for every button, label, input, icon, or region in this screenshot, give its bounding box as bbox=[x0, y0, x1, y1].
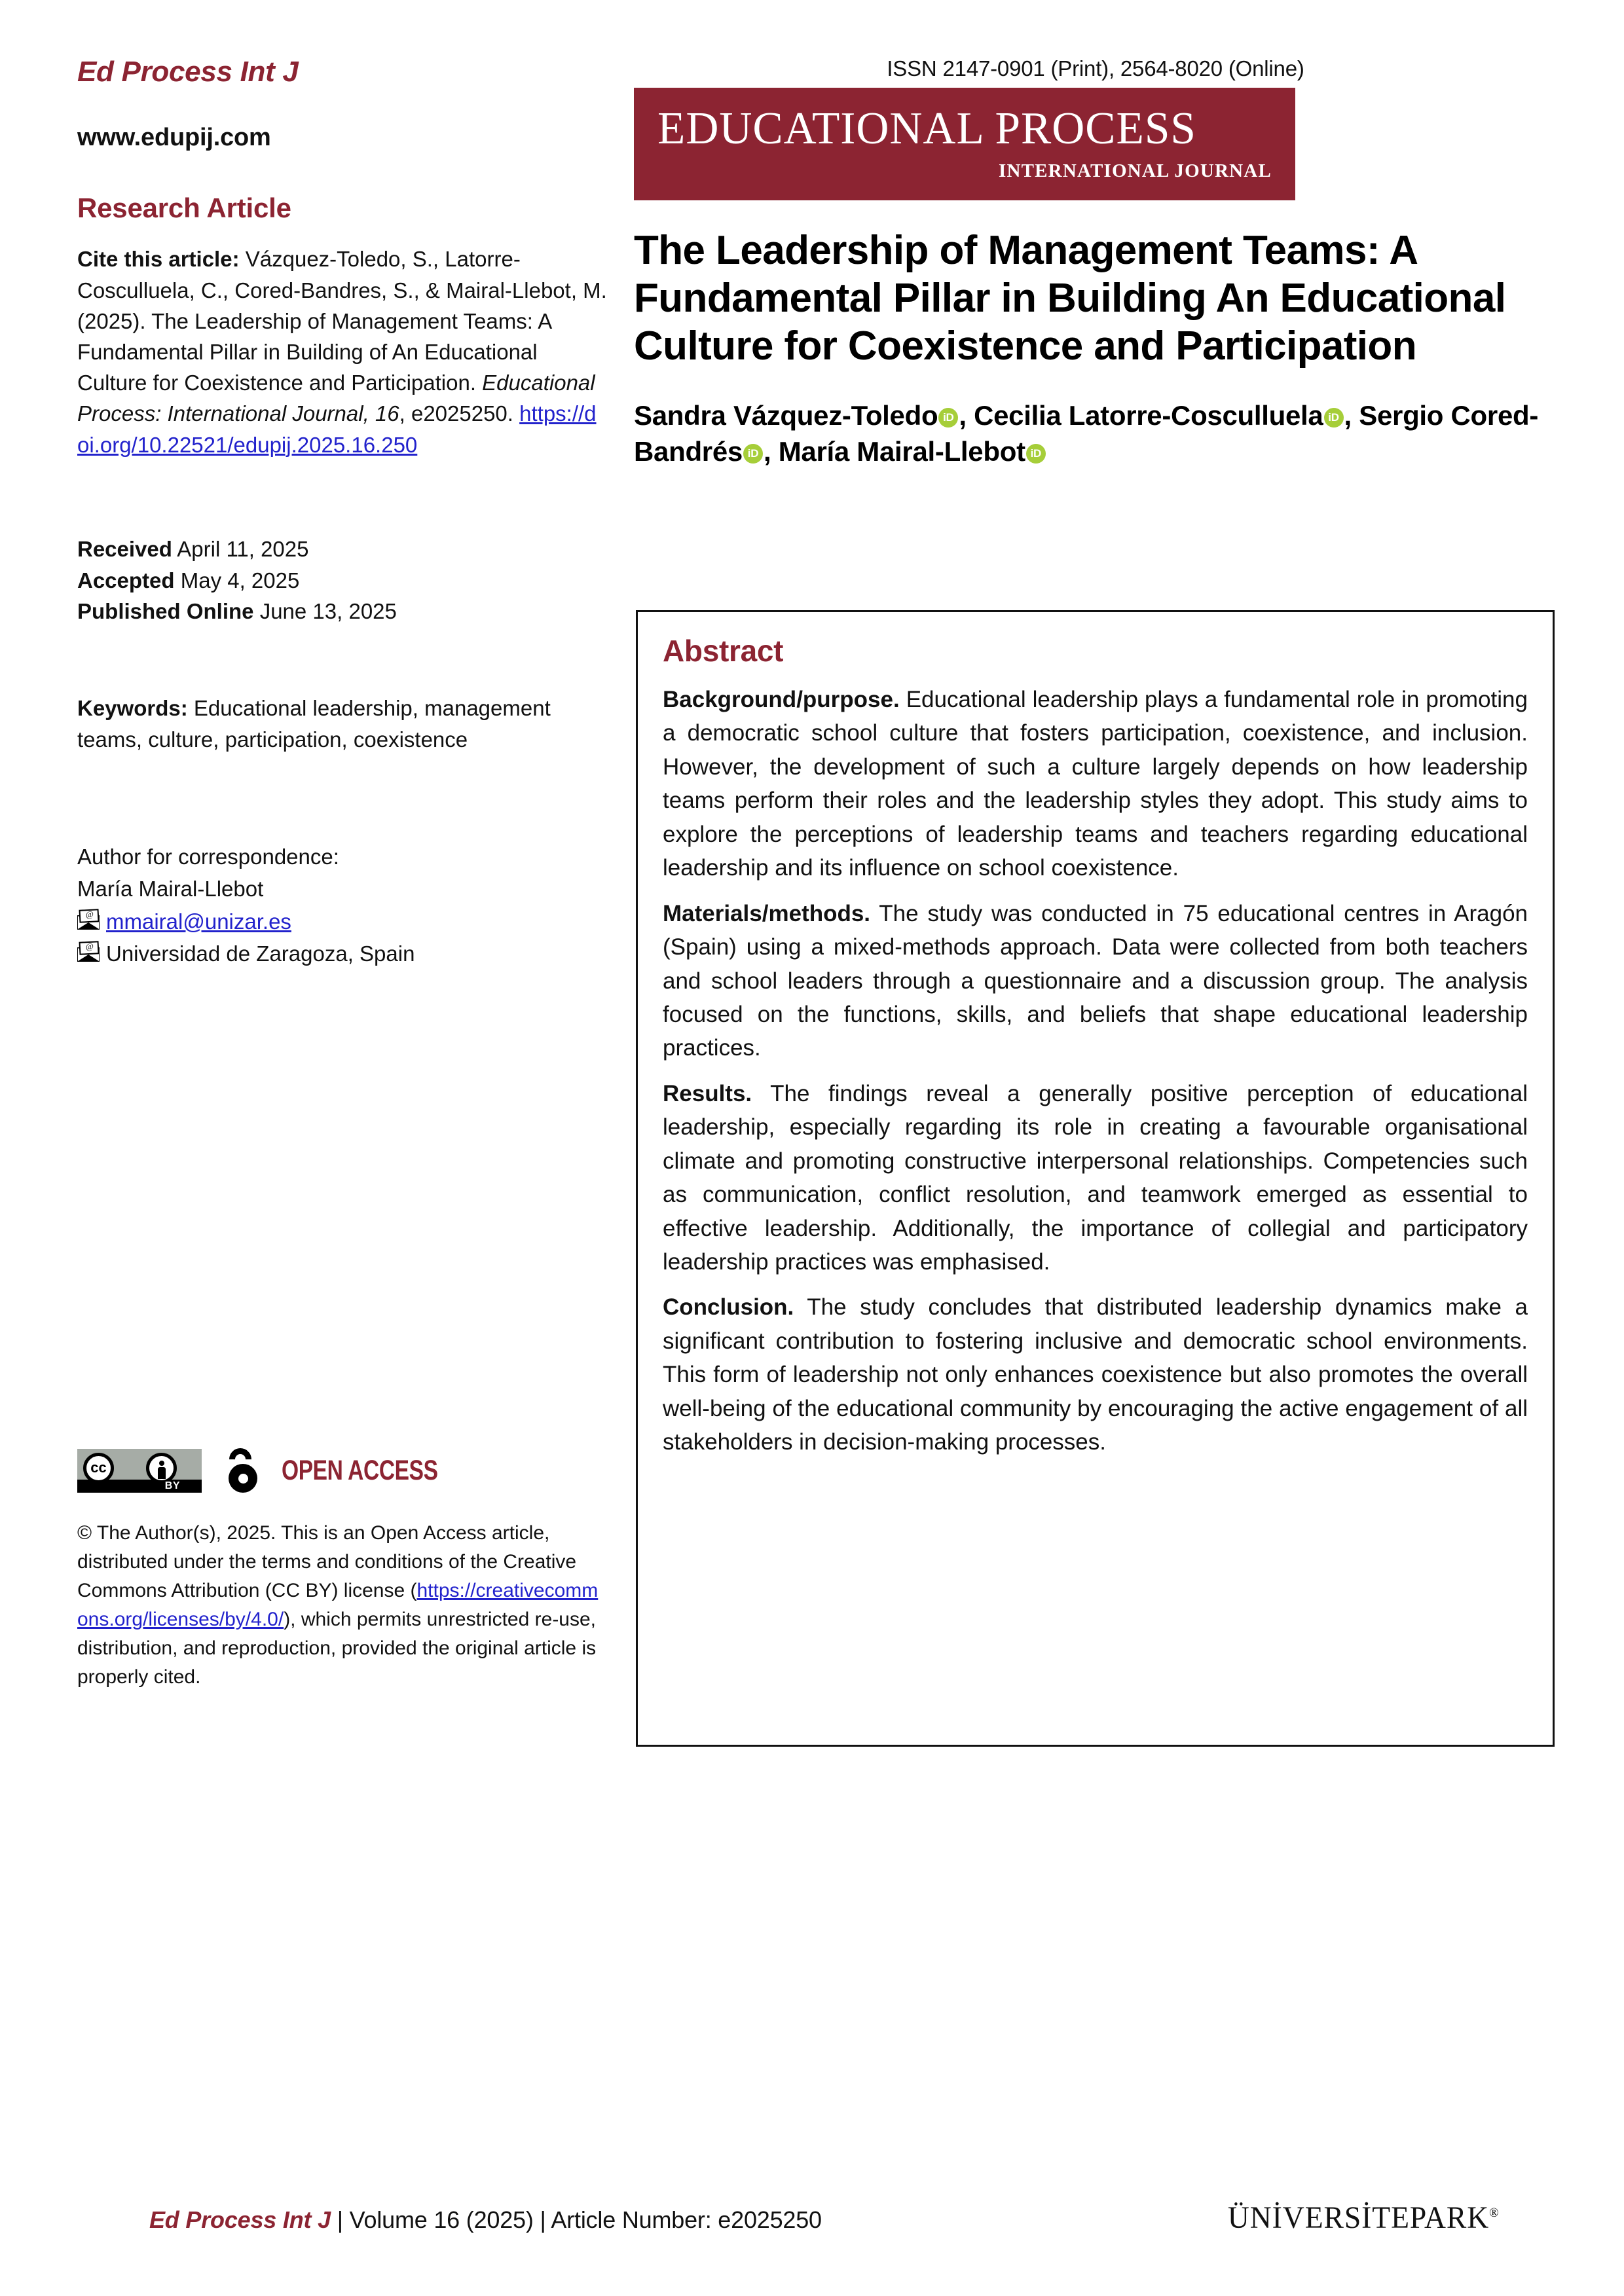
open-access-badge-row bbox=[77, 1448, 482, 1493]
creative-commons-by-icon bbox=[77, 1449, 202, 1493]
license-text-part2: ), which permits unrestricted re-use, distribution, and reproduction, provided the original article is properly cited. bbox=[77, 1609, 597, 1688]
right-article-column bbox=[634, 56, 1557, 470]
published-online-label: Published Online bbox=[77, 599, 254, 624]
page-title: The Leadership of Management Teams: A Fundamental Pillar in Building An Educational Culture for Coexistence and Participation bbox=[634, 228, 1506, 369]
abstract-paragraph-background bbox=[663, 683, 1528, 885]
cc-badge-by-text: BY bbox=[164, 1480, 180, 1491]
abstract-text-methods: The study was conducted in 75 educational centres in Aragón (Spain) using a mixed-methods approach. Data were collected from both teachers and school leaders through a questionnaire and a discussion group. The analysis focused on the functions, skills, and beliefs that shape educational leadership practices. bbox=[663, 900, 1528, 1061]
citation-text-part2: , e2025250. bbox=[399, 401, 520, 426]
abstract-paragraph-conclusion bbox=[663, 1290, 1528, 1459]
abstract-paragraph-methods bbox=[663, 897, 1528, 1065]
orcid-icon[interactable]: iD bbox=[743, 444, 763, 464]
orcid-icon[interactable]: iD bbox=[1324, 408, 1344, 428]
author-name: María Mairal-Llebot bbox=[778, 436, 1025, 467]
footer-volume-article: | Volume 16 (2025) | Article Number: e2025250 bbox=[330, 2206, 822, 2233]
publisher-name: ÜNİVERSİTEPARK bbox=[1227, 2200, 1489, 2235]
accepted-label: Accepted bbox=[77, 568, 175, 592]
creative-commons-license-link[interactable]: https://creativecommons.org/licenses/by/4.0/ bbox=[77, 1580, 599, 1631]
doi-link[interactable]: https://doi.org/10.22521/edupij.2025.16.250 bbox=[77, 401, 597, 457]
footer-journal-brand: Ed Process Int J bbox=[149, 2206, 331, 2233]
open-access-label: OPEN ACCESS bbox=[282, 1454, 438, 1486]
publication-dates bbox=[77, 534, 608, 628]
abstract-label-background: Background/purpose. bbox=[663, 687, 900, 712]
journal-website-url[interactable]: www.edupij.com bbox=[77, 124, 271, 152]
masthead-title: EDUCATIONAL PROCESS bbox=[657, 103, 1196, 154]
cite-this-article-label: Cite this article: bbox=[77, 247, 240, 272]
registered-trademark-icon: ® bbox=[1488, 2206, 1500, 2220]
received-label: Received bbox=[77, 536, 172, 561]
author-list bbox=[634, 397, 1544, 470]
keywords-value: Educational leadership, management teams, culture, participation, coexistence bbox=[77, 696, 551, 752]
left-metadata-column bbox=[77, 56, 608, 970]
citation-block bbox=[77, 244, 608, 460]
abstract-text-background: Educational leadership plays a fundamental role in promoting a democratic school culture that fosters participation, coexistence, and inclusion. However, the development of such a culture largely depends on how leadership teams perform their roles and the leadership styles they adopt. This study aims to explore the perceptions of leadership teams and teachers regarding educational leadership and its influence on school coexistence. bbox=[663, 687, 1528, 881]
abstract-text-conclusion: The study concludes that distributed leadership dynamics make a significant contribution to fostering inclusive and democratic school environments. This form of leadership not only enhances coexistence but also promotes the overall well-being of the educational community by encouraging the active engagement of all stakeholders in decision-making processes. bbox=[663, 1294, 1528, 1455]
keywords-label: Keywords: bbox=[77, 696, 188, 721]
citation-text-part1: Vázquez-Toledo, S., Latorre-Cosculluela, C., Cored-Bandres, S., & Mairal-Llebot, M. (2025). The Leadership of Management Teams: A Fundamental Pillar in Building of An Educational Culture for Coexistence and Participation. bbox=[77, 247, 607, 395]
abstract-text-results: The findings reveal a generally positive perception of educational leadership, especially regarding its role in creating a favourable organisational climate and promoting constructive interpersonal relationships. Competencies such as communication, conflict resolution, and teamwork emerged as essential to effective leadership. Additionally, the importance of collegial and participatory leadership practices was emphasised. bbox=[663, 1080, 1528, 1275]
issn-line: ISSN 2147-0901 (Print), 2564-8020 (Online) bbox=[887, 56, 1304, 81]
cc-badge-cc-text: cc bbox=[90, 1459, 107, 1476]
abstract-label-results: Results. bbox=[663, 1080, 752, 1106]
author-separator: , bbox=[763, 436, 779, 467]
correspondence-email-row[interactable] bbox=[77, 905, 608, 938]
correspondence-affiliation: Universidad de Zaragoza, Spain bbox=[106, 941, 415, 966]
abstract-label-conclusion: Conclusion. bbox=[663, 1294, 794, 1321]
author-separator: , bbox=[959, 400, 974, 431]
abstract-paragraph-results bbox=[663, 1077, 1528, 1279]
correspondence-email-link[interactable]: mmairal@unizar.es bbox=[106, 909, 291, 934]
citation-journal-name: Educational Process: International Journal, 16 bbox=[77, 371, 595, 426]
orcid-icon[interactable]: iD bbox=[1026, 444, 1046, 464]
author-name: Cecilia Latorre-Cosculluela bbox=[974, 400, 1323, 431]
date-row-accepted bbox=[77, 565, 608, 596]
envelope-icon: @ bbox=[77, 945, 100, 962]
published-online-value: June 13, 2025 bbox=[259, 599, 397, 624]
page-footer bbox=[149, 2200, 1506, 2236]
abstract-heading: Abstract bbox=[663, 634, 784, 668]
article-type-label: Research Article bbox=[77, 192, 291, 224]
date-row-received bbox=[77, 534, 608, 565]
abstract-label-methods: Materials/methods. bbox=[663, 900, 871, 926]
masthead-subtitle: INTERNATIONAL JOURNAL bbox=[998, 160, 1272, 181]
correspondence-affiliation-row bbox=[77, 938, 608, 970]
license-statement bbox=[77, 1519, 601, 1692]
orcid-icon[interactable]: iD bbox=[938, 408, 958, 428]
author-name: Sandra Vázquez-Toledo bbox=[634, 400, 938, 431]
open-lock-icon bbox=[224, 1448, 259, 1493]
correspondence-block bbox=[77, 841, 608, 970]
received-value: April 11, 2025 bbox=[177, 536, 309, 561]
journal-masthead-logo bbox=[634, 88, 1295, 200]
abstract-box bbox=[636, 610, 1555, 1747]
author-separator: , bbox=[1344, 400, 1359, 431]
license-text-part1: © The Author(s), 2025. This is an Open Access article, distributed under the terms and conditions of the Creative Commons Attribution (CC BY) license ( bbox=[77, 1522, 577, 1602]
correspondence-author-name: María Mairal-Llebot bbox=[77, 877, 264, 902]
keywords-block bbox=[77, 693, 595, 756]
author-name: Sergio Cored-Bandrés bbox=[634, 400, 1539, 467]
correspondence-label: Author for correspondence: bbox=[77, 844, 339, 869]
footer-citation-line bbox=[149, 2206, 822, 2234]
journal-shortname: Ed Process Int J bbox=[77, 56, 299, 88]
accepted-value: May 4, 2025 bbox=[180, 568, 300, 592]
date-row-published bbox=[77, 596, 608, 627]
envelope-icon: @ bbox=[77, 913, 100, 930]
publisher-logo bbox=[1227, 2200, 1499, 2236]
